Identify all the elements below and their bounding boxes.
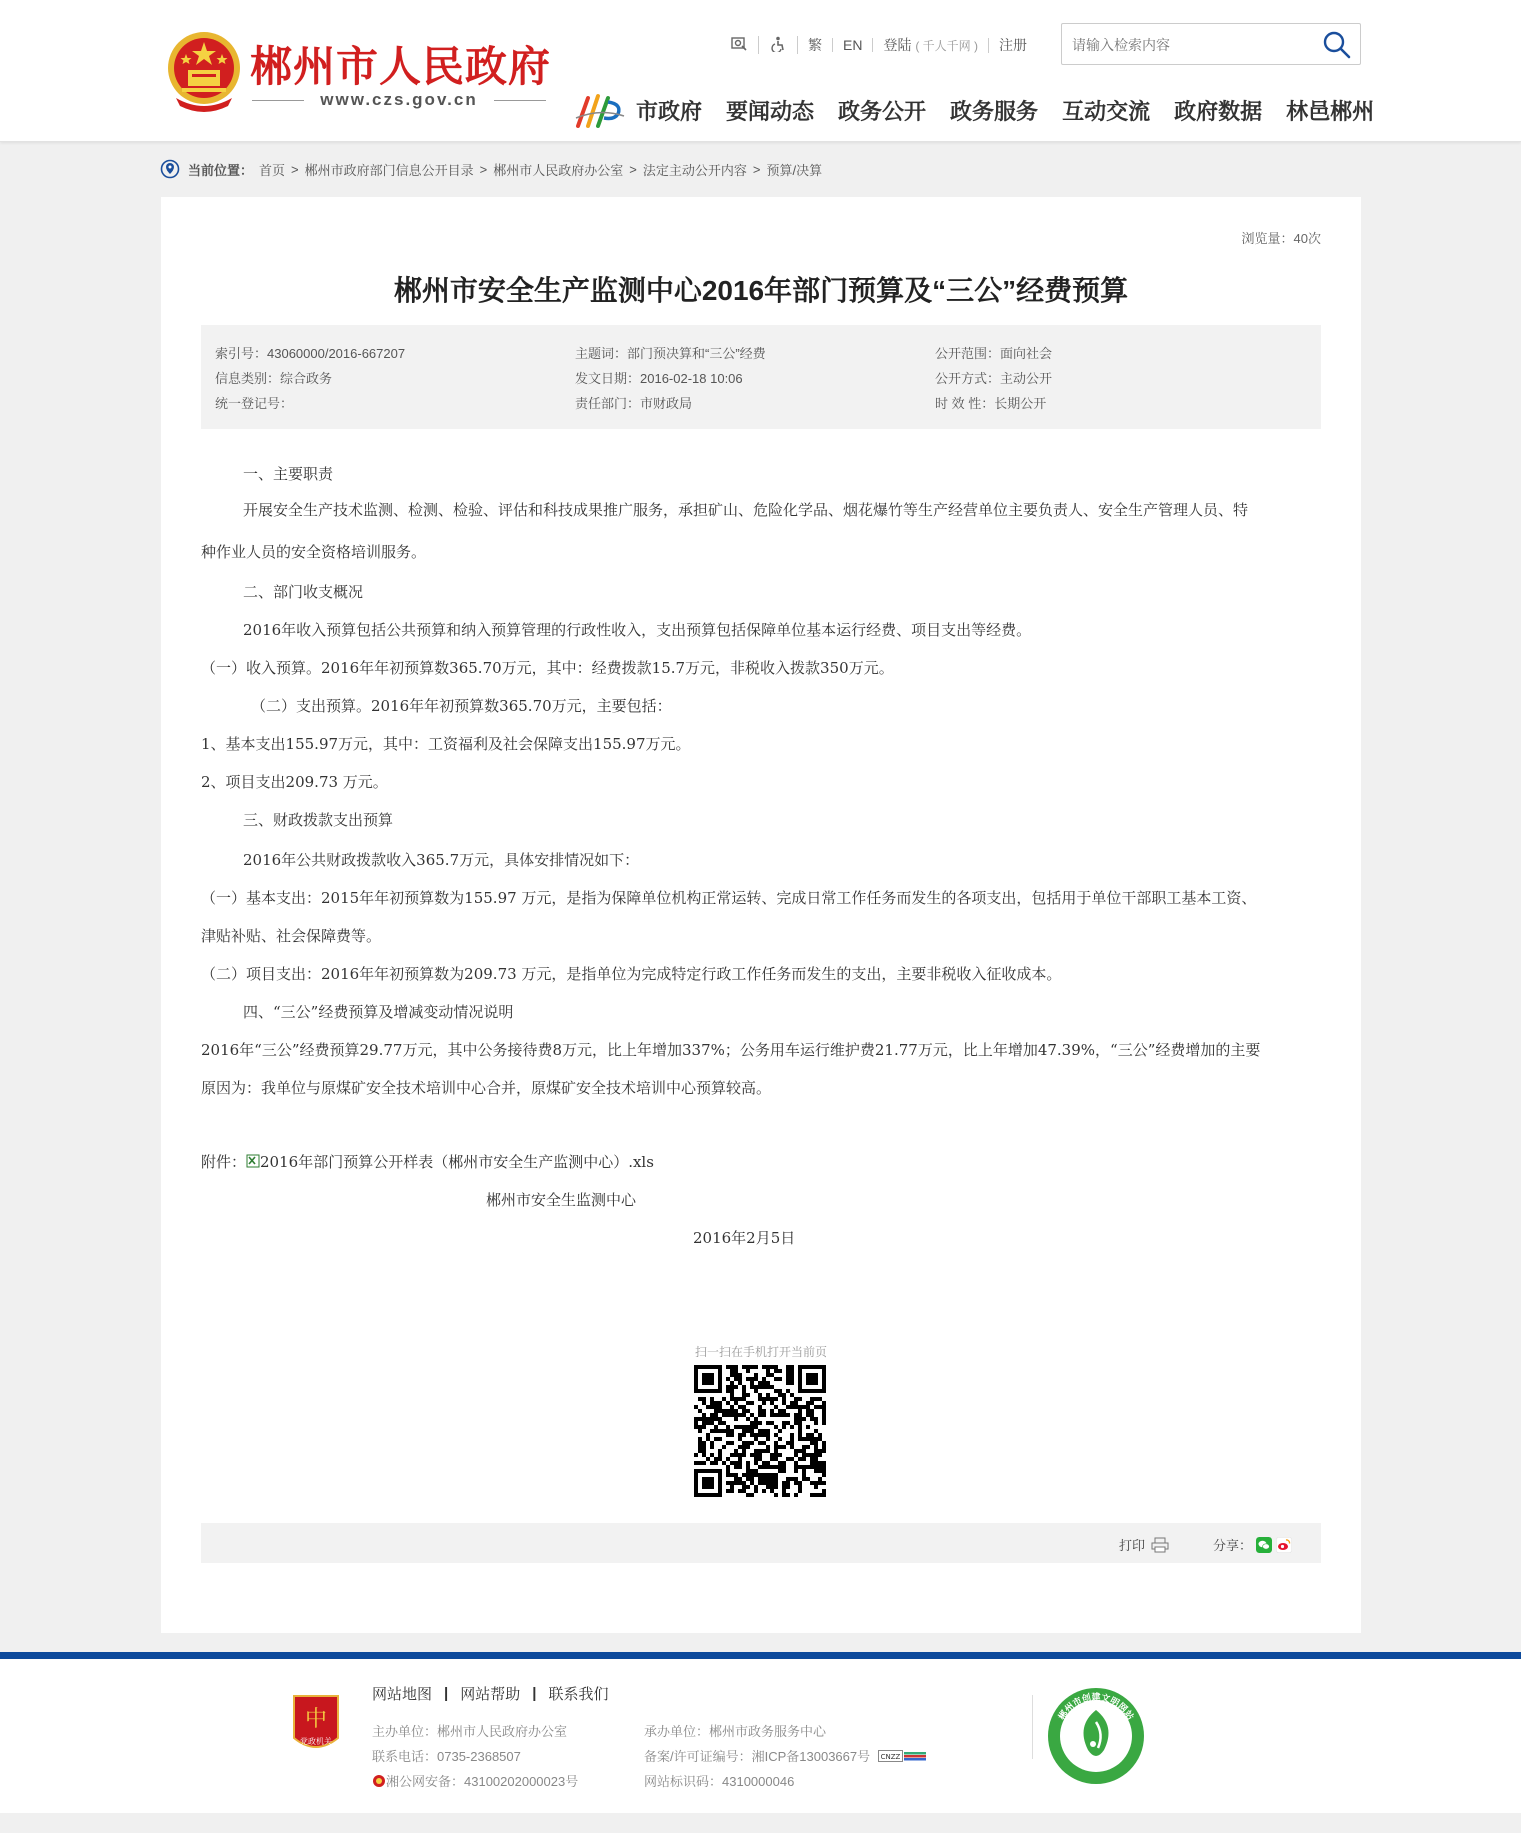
paragraph: 2016年收入预算包括公共预算和纳入预算管理的行政性收入，支出预算包括保障单位基本运行经费、项目支出等经费。 — [243, 621, 1032, 639]
traditional-chinese-link[interactable]: 繁 — [798, 38, 833, 52]
article-card — [161, 197, 1361, 1633]
paragraph: （二）支出预算。2016年年初预算数365.70万元，主要包括： — [251, 697, 672, 715]
sign-date: 2016年2月5日 — [693, 1229, 796, 1247]
attachment-label: 附件： — [201, 1153, 247, 1171]
location-pin-icon — [160, 159, 180, 179]
nav-item-news[interactable]: 要闻动态 — [726, 98, 815, 124]
city-logo-icon — [574, 88, 626, 132]
nav-item-city-gov[interactable]: 市政府 — [636, 98, 703, 124]
footer-band — [0, 1652, 1521, 1659]
police-emblem-icon — [372, 1774, 386, 1788]
barrier-free-link[interactable] — [720, 36, 759, 54]
breadcrumb-info-catalog[interactable]: 郴州市政府部门信息公开目录 — [304, 162, 474, 178]
nav-item-linyi-chenzhou[interactable]: 林邑郴州 — [1286, 98, 1375, 124]
divider — [1032, 1695, 1033, 1759]
paragraph: 2、项目支出209.73 万元。 — [201, 773, 388, 791]
meta-index-no: 索引号：43060000/2016-667207 — [215, 346, 406, 361]
meta-category: 信息类别：综合政务 — [215, 371, 333, 386]
footer-police — [372, 1771, 578, 1790]
paragraph: 津贴补贴、社会保障费等。 — [201, 927, 382, 945]
nav-item-gov-data[interactable]: 政府数据 — [1174, 98, 1263, 124]
nav-item-gov-services[interactable]: 政务服务 — [950, 98, 1039, 124]
site-title[interactable]: 郴州市人民政府 — [250, 42, 552, 91]
login-link[interactable] — [873, 38, 989, 53]
section-heading: 二、部门收支概况 — [243, 583, 364, 601]
paragraph: 2016年“三公”经费预算29.77万元，其中公务接待费8万元，比上年增加337%；公务用车运行维护费21.77万元，比上年增加47.39%，“三公”经费增加的主要 — [201, 1041, 1261, 1059]
nav-item-gov-affairs-open[interactable]: 政务公开 — [838, 98, 927, 124]
paragraph: 种作业人员的安全资格培训服务。 — [201, 543, 427, 561]
section-heading: 三、财政拨款支出预算 — [243, 811, 394, 829]
meta-reg-no: 统一登记号： — [215, 396, 294, 411]
paragraph: 2016年公共财政拨款收入365.7万元，具体安排情况如下： — [243, 851, 640, 869]
footer-site-id: 网站标识码：4310000046 — [644, 1774, 795, 1789]
signature: 郴州市安全生监测中心 — [486, 1191, 637, 1209]
breadcrumb-separator: > — [479, 161, 488, 177]
attachment-link[interactable]: 2016年部门预算公开样表（郴州市安全生产监测中心）.xls — [260, 1153, 654, 1171]
qr-modules — [694, 1365, 826, 1497]
site-url: www.czs.gov.cn — [320, 90, 478, 109]
print-button[interactable] — [1119, 1535, 1169, 1554]
footer-host: 主办单位：郴州市人民政府办公室 — [372, 1724, 568, 1739]
divider: | — [532, 1685, 537, 1702]
icp-text[interactable]: 备案/许可证编号：湘ICP备13003667号 — [644, 1749, 871, 1764]
sitemap-link[interactable]: 网站地图 — [372, 1686, 433, 1703]
paragraph: （二）项目支出：2016年年初预算数为209.73 万元，是指单位为完成特定行政工作任务而发生的支出，主要非税收入征收成本。 — [201, 965, 1062, 983]
view-count: 浏览量：40次 — [1241, 231, 1321, 246]
english-link[interactable]: EN — [833, 38, 873, 52]
qr-code — [694, 1365, 826, 1497]
register-link[interactable]: 注册 — [999, 37, 1028, 53]
breadcrumb-home[interactable]: 首页 — [259, 162, 286, 178]
meta-validity: 时 效 性：长期公开 — [935, 396, 1047, 411]
badge-right-text: 郴州市创建文明网站 — [1057, 1693, 1135, 1723]
attachment-row — [201, 1151, 654, 1172]
police-text[interactable]: 湘公网安备：43100202000023号 — [386, 1774, 579, 1789]
footer — [0, 1659, 1521, 1813]
section-heading: 四、“三公”经费预算及增减变动情况说明 — [243, 1003, 514, 1021]
svg-text:中: 中 — [304, 1707, 328, 1732]
meta-date: 发文日期：2016-02-18 10:06 — [575, 371, 743, 386]
article-meta — [201, 325, 1321, 429]
party-gov-badge-icon[interactable] — [290, 1694, 342, 1758]
weibo-icon[interactable] — [1276, 1537, 1292, 1553]
breadcrumb-separator: > — [752, 161, 761, 177]
footer-icp — [644, 1746, 928, 1765]
breadcrumb-separator: > — [291, 161, 299, 177]
svg-text:CNZZ: CNZZ — [880, 1753, 901, 1761]
article-title: 郴州市安全生产监测中心2016年部门预算及“三公”经费预算 — [393, 275, 1129, 306]
divider: | — [444, 1685, 449, 1702]
paragraph: （一）基本支出：2015年年初预算数为155.97 万元，是指为保障单位机构正常运转、完成日常工作任务而发生的各项支出，包括用于单位干部职工基本工资、 — [201, 889, 1257, 907]
share-bar — [201, 1523, 1321, 1563]
section-heading: 一、主要职责 — [243, 465, 334, 483]
breadcrumb-separator: > — [629, 161, 637, 177]
site-url-block — [252, 90, 546, 110]
main-nav — [574, 90, 1374, 130]
divider — [494, 100, 546, 101]
paragraph: 1、基本支出155.97万元，其中：工资福利及社会保障支出155.97万元。 — [201, 735, 691, 753]
print-label: 打印 — [1119, 1538, 1146, 1553]
accessibility-icon — [769, 36, 787, 52]
meta-dept: 责任部门：市财政局 — [575, 396, 693, 411]
top-links — [720, 34, 1037, 56]
printer-icon — [1151, 1537, 1169, 1553]
breadcrumb-gov-office[interactable]: 郴州市人民政府办公室 — [493, 162, 624, 178]
breadcrumb — [160, 158, 822, 180]
wechat-icon[interactable] — [1256, 1537, 1272, 1553]
search-box — [1061, 23, 1361, 65]
civilized-website-badge-icon[interactable] — [1046, 1686, 1146, 1786]
footer-phone: 联系电话：0735-2368507 — [372, 1749, 521, 1764]
accessibility-link[interactable] — [759, 36, 798, 54]
login-label: 登陆 — [883, 36, 912, 53]
search-input[interactable] — [1072, 34, 1312, 56]
footer-organizer: 承办单位：郴州市政务服务中心 — [644, 1724, 827, 1739]
share-group — [1213, 1535, 1292, 1554]
excel-file-icon — [246, 1154, 260, 1168]
paragraph: （一）收入预算。2016年年初预算数365.70万元，其中：经费拨款15.7万元，非税收入拨款350万元。 — [201, 659, 894, 677]
badge-left-text: 党政机关 — [300, 1737, 332, 1746]
login-sublabel: ( 千人千网 ) — [915, 38, 979, 53]
meta-method: 公开方式：主动公开 — [935, 371, 1053, 386]
contact-link[interactable]: 联系我们 — [548, 1686, 609, 1703]
breadcrumb-label: 当前位置： — [188, 162, 254, 178]
search-icon[interactable] — [1322, 30, 1352, 60]
nav-item-interaction[interactable]: 互动交流 — [1062, 98, 1151, 124]
meta-scope: 公开范围：面向社会 — [935, 346, 1053, 361]
national-emblem-icon — [164, 28, 244, 112]
icp-badge-icon — [878, 1750, 928, 1762]
meta-subject: 主题词：部门预决算和“三公”经费 — [575, 346, 766, 361]
paragraph: 开展安全生产技术监测、检测、检验、评估和科技成果推广服务，承担矿山、危险化学品、烟花爆竹等生产经营单位主要负责人、安全生产管理人员、特 — [243, 501, 1249, 519]
low-vision-icon — [730, 36, 748, 52]
help-link[interactable]: 网站帮助 — [460, 1686, 521, 1703]
qr-label: 扫一扫在手机打开当前页 — [694, 1345, 827, 1359]
header — [0, 0, 1521, 142]
breadcrumb-statutory-content[interactable]: 法定主动公开内容 — [642, 162, 747, 178]
breadcrumb-budget[interactable]: 预算/决算 — [766, 162, 823, 178]
paragraph: 原因为：我单位与原煤矿安全技术培训中心合并，原煤矿安全技术培训中心预算较高。 — [201, 1079, 772, 1097]
share-label: 分享： — [1213, 1538, 1253, 1553]
footer-links — [372, 1683, 608, 1704]
